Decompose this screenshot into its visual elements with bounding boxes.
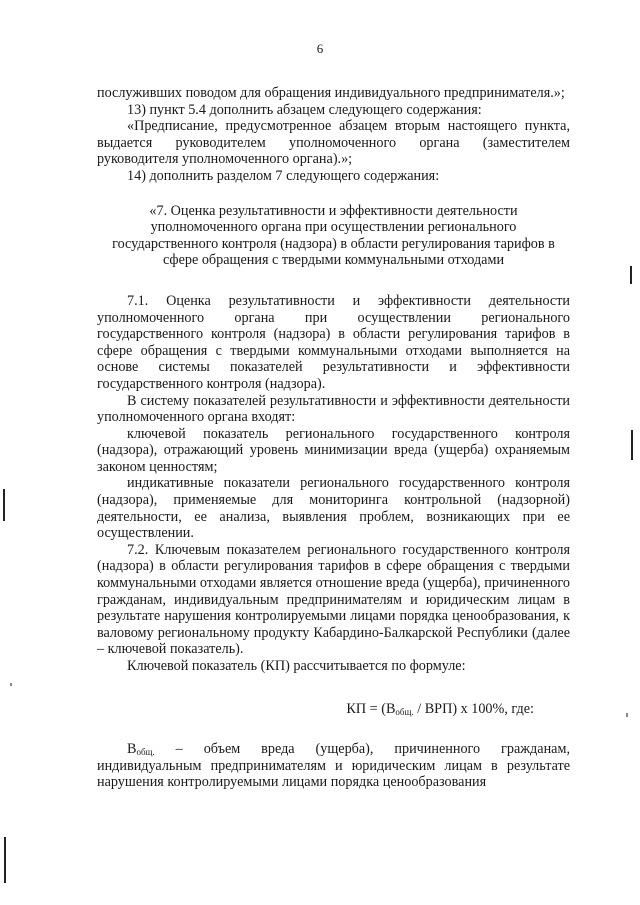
- paragraph-7-1: 7.1. Оценка результативности и эффективности деятельности уполномоченного органа при осуществлении регионального государственного контроля (надзора) в области регулирования тарифов в сфере обращения с твердыми коммунальными отходами выполняется на основе системы показателей результативности и эффективности государственного контроля (надзора).: [97, 292, 570, 392]
- definition-subscript: общ.: [136, 747, 155, 758]
- paragraph-key-indicator: ключевой показатель регионального государственного контроля (надзора), отражающий уровень минимизации вреда (ущерба) охраняемым законом ценностям;: [97, 425, 570, 475]
- amendment-item-14: 14) дополнить разделом 7 следующего содержания:: [127, 167, 440, 184]
- definition-paragraph: [97, 741, 570, 791]
- definition-symbol: В: [127, 741, 137, 758]
- scan-mark-right-1: [630, 266, 632, 284]
- scan-mark-left-2: [4, 837, 6, 883]
- scan-dot-left: [10, 683, 12, 686]
- page-number: 6: [316, 41, 324, 56]
- scan-mark-left-1: [3, 489, 5, 521]
- document-body: [97, 85, 570, 791]
- paragraph-indicators-intro: В систему показателей результативности и эффективности деятельности уполномоченного органа входят:: [97, 392, 570, 426]
- paragraph-formula-intro: Ключевой показатель (КП) рассчитывается по формуле:: [127, 658, 466, 674]
- scan-dot-right: [626, 713, 628, 717]
- formula: [97, 701, 570, 718]
- paragraph-7-2: 7.2. Ключевым показателем регионального государственного контроля (надзора) в области регулирования тарифов в сфере обращения с твердыми коммунальными отходами является отношение вреда (ущерба), причиненного гражданам, индивидуальным предпринимателям и юридическим лицам в результате нарушения контролируемыми лицами порядка ценообразования, к валовому региональному продукту Кабардино-Балкарской Республики (далее – ключевой показатель).: [97, 541, 570, 658]
- formula-right: / ВРП) х 100%, где:: [413, 700, 534, 717]
- amendment-quote: «Предписание, предусмотренное абзацем вторым настоящего пункта, выдается руководителем уполномоченного органа (заместителем руководителя уполномоченного органа).»;: [97, 118, 570, 168]
- paragraph-indicative-indicators: индикативные показатели регионального государственного контроля (надзора), применяемые для мониторинга контрольной (надзорной) деятельности, ее анализа, выявления проблем, возникающих при ее осуществлении.: [97, 475, 570, 542]
- definition-text: – объем вреда (ущерба), причиненного гражданам, индивидуальным предпринимателям и юридическим лицам в результате нарушения контролируемыми лицами порядка ценообразования: [97, 741, 570, 791]
- formula-subscript: общ.: [395, 706, 414, 717]
- amendment-item-13: 13) пункт 5.4 дополнить абзацем следующего содержания:: [127, 101, 482, 118]
- section-heading: «7. Оценка результативности и эффективности деятельности уполномоченного органа при осуществлении регионального государственного контроля (надзора) в области регулирования тарифов в сфере обращения с твердыми коммунальными отходами: [112, 202, 555, 269]
- formula-left: КП = (В: [346, 700, 396, 717]
- text-line-continuation: послуживших поводом для обращения индивидуального предпринимателя.»;: [97, 85, 565, 101]
- scan-mark-right-2: [631, 430, 633, 460]
